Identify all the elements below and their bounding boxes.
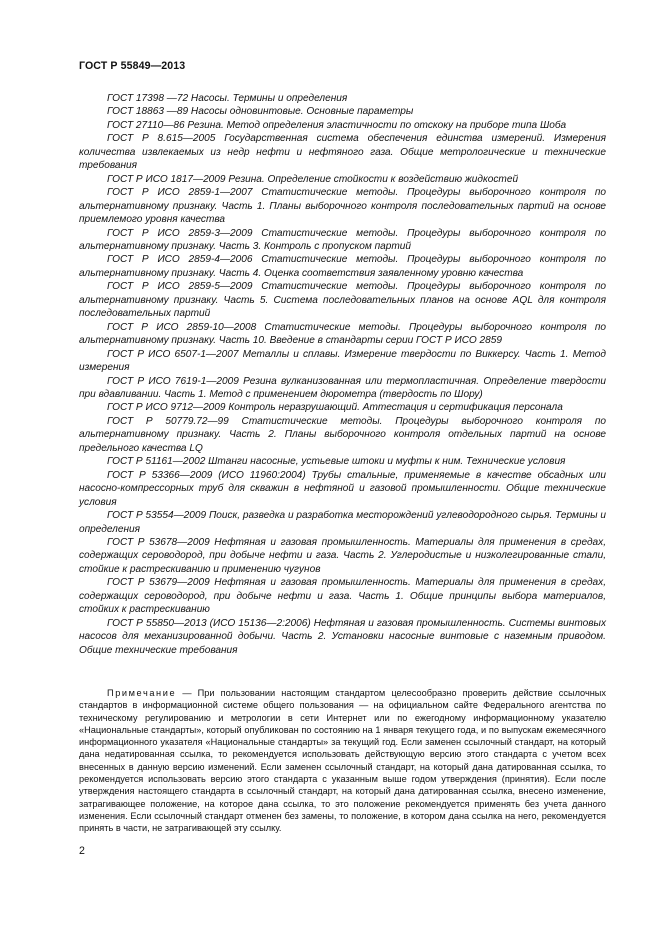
reference-item: ГОСТ Р 8.615—2005 Государственная система обеспечения единства измерений. Измерения количества извлекаемых из недр нефти и нефтяного газа. Общие метрологические и технические требования — [79, 133, 606, 172]
reference-item: ГОСТ 17398 —72 Насосы. Термины и определения — [107, 93, 348, 104]
reference-item: ГОСТ Р ИСО 2859-1—2007 Статистические методы. Процедуры выборочного контроля по альтернативному признаку. Часть 1. Планы выборочного контроля последовательных партий на основе приемлемого уровня качества — [79, 187, 606, 226]
reference-item: ГОСТ Р ИСО 2859-3—2009 Статистические методы. Процедуры выборочного контроля по альтернативному признаку. Часть 3. Контроль с пропуском партий — [79, 227, 606, 252]
note-label: Примечание — [107, 688, 177, 698]
reference-item: ГОСТ Р 53678—2009 Нефтяная и газовая промышленность. Материалы для применения в средах, содержащих сероводород, при добыче нефти и газа. Часть 2. Углеродистые и низколегированные стали, стойкие к растрескиванию и применению чугунов — [79, 536, 606, 575]
reference-item: ГОСТ Р ИСО 2859-5—2009 Статистические методы. Процедуры выборочного контроля по альтернативному признаку. Часть 5. Система последовательных планов на основе AQL для контроля последовательных партий — [79, 281, 606, 320]
reference-item: ГОСТ Р ИСО 2859-4—2006 Статистические методы. Процедуры выборочного контроля по альтернативному признаку. Часть 4. Оценка соответствия заявленному уровню качества — [79, 254, 606, 279]
reference-item: ГОСТ Р ИСО 1817—2009 Резина. Определение стойкости к воздействию жидкостей — [107, 173, 519, 185]
reference-item: ГОСТ Р 51161—2002 Штанги насосные, устьевые штоки и муфты к ним. Технические условия — [107, 456, 566, 468]
reference-item: ГОСТ Р ИСО 7619-1—2009 Резина вулканизованная или термопластичная. Определение твердости при вдавливании. Часть 1. Метод с применением дюрометра (твердость по Шору) — [79, 375, 606, 400]
reference-item: ГОСТ Р 50779.72—99 Статистические методы. Процедуры выборочного контроля по альтернативному признаку. Часть 2. Планы выборочного контроля отдельных партий на основе предельного качества LQ — [79, 415, 606, 454]
reference-item: ГОСТ Р ИСО 2859-10—2008 Статистические методы. Процедуры выборочного контроля по альтернативному признаку. Часть 10. Введение в стандарты серии ГОСТ Р ИСО 2859 — [79, 321, 606, 347]
reference-item: ГОСТ Р 55850—2013 (ИСО 15136—2:2006) Нефтяная и газовая промышленность. Системы винтовых насосов для механизированной добычи. Часть 2. Установки насосные винтовые с наземным приводом. Общие технические требования — [79, 617, 606, 656]
page-number: 2 — [79, 845, 85, 857]
normative-references-list — [79, 92, 606, 657]
document-header: ГОСТ Р 55849—2013 — [79, 60, 186, 72]
note-paragraph — [79, 687, 606, 835]
reference-item: ГОСТ 27110—86 Резина. Метод определения эластичности по отскоку на приборе типа Шоба — [107, 119, 567, 131]
note-text: — При пользовании настоящим стандартом целесообразно проверить действие ссылочных стандартов в информационной системе общего пользования — на официальном сайте Федерального агентства по техническому регулированию и метрологии в сети Интернет или по ежегодному информационному указателю «Национальные стандарты», который опубликован по состоянию на 1 января текущего года, и по выпускам ежемесячного информационного указателя «Национальные стандарты» за текущий год. Если заменен ссылочный стандарт, на который дана недатированная ссылка, то рекомендуется использовать действующую версию этого стандарта с учетом всех внесенных в данную версию изменений. Если заменен ссылочный стандарт, на который дана датированная ссылка, то рекомендуется использовать версию этого стандарта с указанным выше годом утверждения (принятия). Если после утверждения настоящего стандарта в ссылочный стандарт, на который дана датированная ссылка, внесено изменение, затрагивающее положение, на которое дана ссылка, то это положение рекомендуется применять без учета данного изменения. Если ссылочный стандарт отменен без замены, то положение, в котором дана ссылка на него, рекомендуется принять в части, не затрагивающей эту ссылку. — [79, 688, 606, 834]
reference-item: ГОСТ Р 53554—2009 Поиск, разведка и разработка месторождений углеводородного сырья. Термины и определения — [79, 510, 606, 535]
reference-item: ГОСТ Р 53366—2009 (ИСО 11960:2004) Трубы стальные, применяемые в качестве обсадных или насосно-компрессорных труб для скважин в нефтяной и газовой промышленности. Общие технические условия — [79, 469, 606, 508]
reference-item: ГОСТ 18863 —89 Насосы одновинтовые. Основные параметры — [107, 106, 414, 118]
reference-item: ГОСТ Р ИСО 9712—2009 Контроль неразрушающий. Аттестация и сертификация персонала — [107, 402, 563, 414]
reference-item: ГОСТ Р ИСО 6507-1—2007 Металлы и сплавы. Измерение твердости по Виккерсу. Часть 1. Метод измерения — [79, 348, 606, 374]
reference-item: ГОСТ Р 53679—2009 Нефтяная и газовая промышленность. Материалы для применения в средах, содержащих сероводород, при добыче нефти и газа. Часть 1. Общие принципы выбора материалов, стойких к растрескиванию — [79, 577, 606, 616]
